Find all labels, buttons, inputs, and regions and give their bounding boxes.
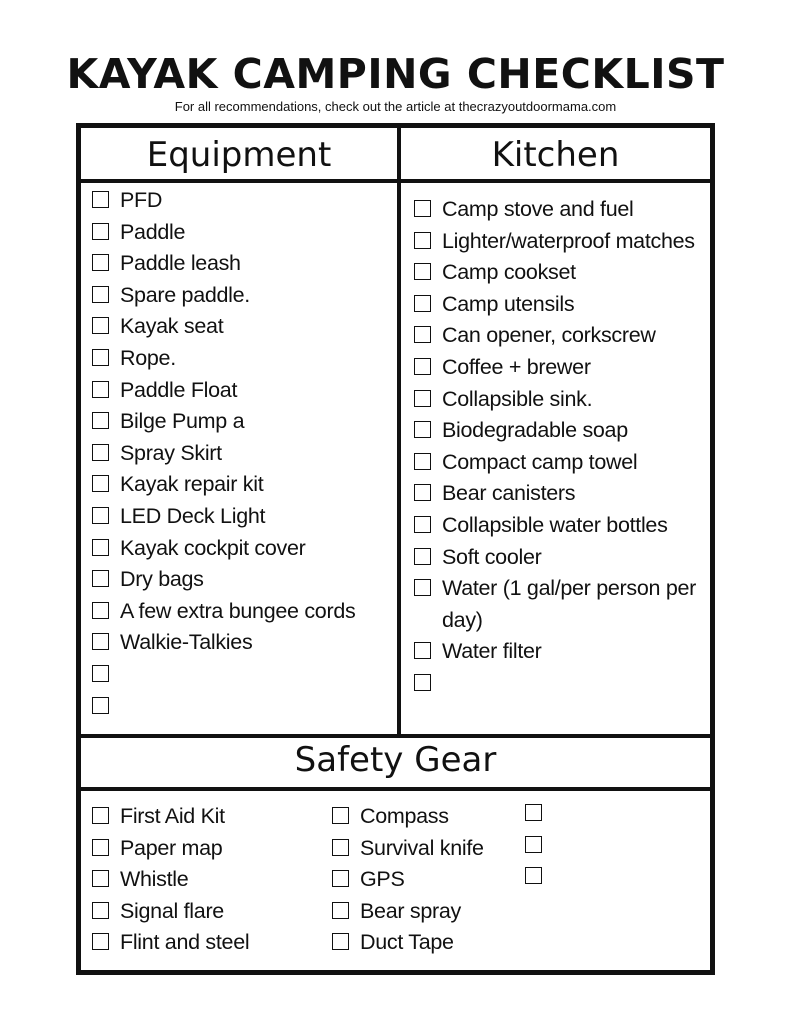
checklist-item-label: Camp stove and fuel bbox=[442, 197, 634, 221]
checklist-item bbox=[414, 352, 712, 384]
checklist-item bbox=[92, 596, 355, 628]
checklist-item-label: LED Deck Light bbox=[120, 503, 266, 528]
checklist-item bbox=[92, 438, 355, 470]
checklist-item-label: Spray Skirt bbox=[120, 440, 222, 465]
checklist-item bbox=[92, 501, 355, 533]
checklist-item bbox=[332, 864, 484, 896]
checkbox[interactable] bbox=[332, 902, 349, 919]
checklist-item bbox=[414, 194, 712, 226]
checklist-item-label: Bear spray bbox=[360, 898, 461, 923]
checklist-item bbox=[414, 289, 712, 321]
checklist-item-label: Can opener, corkscrew bbox=[442, 323, 656, 348]
checklist-item-label: Kayak repair kit bbox=[120, 472, 264, 497]
checklist-item-label: Water filter bbox=[442, 639, 542, 664]
checklist-item bbox=[92, 659, 355, 691]
checklist-item-label: Whistle bbox=[120, 867, 189, 892]
checklist-item bbox=[332, 927, 484, 959]
checkbox[interactable] bbox=[92, 254, 109, 271]
checkbox[interactable] bbox=[414, 263, 431, 280]
checklist-item bbox=[92, 375, 355, 407]
checkbox[interactable] bbox=[414, 326, 431, 343]
checklist-item bbox=[414, 510, 712, 542]
checklist-item bbox=[414, 320, 712, 352]
checklist-item bbox=[92, 801, 249, 833]
checklist-item bbox=[332, 896, 484, 928]
checkbox[interactable] bbox=[92, 507, 109, 524]
checkbox[interactable] bbox=[92, 444, 109, 461]
checklist-item bbox=[92, 185, 355, 217]
checklist-item-label: Camp utensils bbox=[442, 291, 575, 316]
checkbox[interactable] bbox=[525, 804, 542, 821]
checklist-item bbox=[92, 280, 355, 312]
checkbox[interactable] bbox=[92, 839, 109, 856]
checklist-item-label: Survival knife bbox=[360, 835, 484, 860]
column-divider bbox=[397, 128, 401, 736]
checklist-item bbox=[414, 257, 712, 289]
checklist-item bbox=[525, 861, 553, 893]
checkbox[interactable] bbox=[414, 516, 431, 533]
checklist-item-label: GPS bbox=[360, 867, 405, 892]
checkbox[interactable] bbox=[414, 642, 431, 659]
checkbox[interactable] bbox=[92, 933, 109, 950]
checklist-item-label: Flint and steel bbox=[120, 930, 250, 955]
checkbox[interactable] bbox=[92, 870, 109, 887]
checkbox[interactable] bbox=[92, 539, 109, 556]
checkbox[interactable] bbox=[92, 412, 109, 429]
checklist-item-label: Paddle bbox=[120, 219, 186, 244]
checklist-item-label: Bilge Pump a bbox=[120, 409, 245, 434]
checklist-item-label: Kayak seat bbox=[120, 314, 224, 339]
checklist-item-label: Compact camp towel bbox=[442, 449, 638, 474]
checkbox[interactable] bbox=[92, 286, 109, 303]
checklist-item bbox=[92, 896, 249, 928]
checkbox[interactable] bbox=[332, 933, 349, 950]
checkbox[interactable] bbox=[414, 295, 431, 312]
checkbox[interactable] bbox=[92, 349, 109, 366]
checklist-item-label: Coffee + brewer bbox=[442, 354, 591, 379]
kitchen-list bbox=[414, 194, 712, 700]
checkbox[interactable] bbox=[414, 421, 431, 438]
checklist-item bbox=[92, 343, 355, 375]
checklist-item bbox=[92, 533, 355, 565]
checkbox[interactable] bbox=[92, 223, 109, 240]
checklist-item-label: Dry bags bbox=[120, 567, 204, 592]
checkbox[interactable] bbox=[92, 191, 109, 208]
checklist-item bbox=[92, 248, 355, 280]
checklist-item bbox=[525, 830, 553, 862]
checkbox[interactable] bbox=[525, 867, 542, 884]
equipment-heading: Equipment bbox=[146, 135, 332, 175]
checklist-item bbox=[92, 833, 249, 865]
checklist-item bbox=[414, 573, 712, 636]
checkbox[interactable] bbox=[332, 870, 349, 887]
checklist-item bbox=[414, 447, 712, 479]
checklist-item bbox=[92, 864, 249, 896]
checkbox[interactable] bbox=[414, 579, 431, 596]
checklist-frame bbox=[76, 123, 715, 975]
checklist-item bbox=[332, 833, 484, 865]
checklist-item-label: Collapsible water bottles bbox=[442, 512, 668, 537]
checklist-item-label: Paper map bbox=[120, 835, 223, 860]
checkbox[interactable] bbox=[92, 902, 109, 919]
checkbox[interactable] bbox=[92, 602, 109, 619]
safety-heading: Safety Gear bbox=[294, 740, 497, 780]
checkbox[interactable] bbox=[414, 674, 431, 691]
safety-bottom-divider bbox=[81, 787, 710, 791]
checklist-item-label: Spare paddle. bbox=[120, 282, 250, 307]
page-subtitle: For all recommendations, check out the article at thecrazyoutdoormama.com bbox=[174, 99, 617, 114]
checkbox[interactable] bbox=[414, 453, 431, 470]
checklist-item bbox=[414, 226, 712, 258]
checklist-item bbox=[92, 564, 355, 596]
checklist-item-label: First Aid Kit bbox=[120, 804, 225, 828]
checklist-item-label: Compass bbox=[360, 804, 449, 828]
checklist-item bbox=[92, 627, 355, 659]
safety-list-col2 bbox=[332, 801, 484, 959]
checklist-item bbox=[414, 636, 712, 668]
checkbox[interactable] bbox=[92, 317, 109, 334]
checklist-item bbox=[92, 469, 355, 501]
checkbox[interactable] bbox=[92, 665, 109, 682]
equipment-list bbox=[92, 185, 355, 722]
checkbox[interactable] bbox=[92, 633, 109, 650]
checklist-item bbox=[414, 415, 712, 447]
checkbox[interactable] bbox=[92, 475, 109, 492]
checkbox[interactable] bbox=[92, 697, 109, 714]
checkbox[interactable] bbox=[92, 381, 109, 398]
checklist-item-label: Paddle leash bbox=[120, 251, 241, 276]
checklist-item bbox=[92, 927, 249, 959]
checkbox[interactable] bbox=[414, 390, 431, 407]
checklist-item bbox=[92, 691, 355, 723]
kitchen-heading: Kitchen bbox=[491, 135, 620, 175]
checklist-item-label: Bear canisters bbox=[442, 481, 576, 506]
checkbox[interactable] bbox=[332, 807, 349, 824]
checklist-item-label: Collapsible sink. bbox=[442, 386, 593, 411]
checkbox[interactable] bbox=[414, 484, 431, 501]
checklist-item-label: Water (1 gal/per person per day) bbox=[442, 576, 697, 632]
header-divider bbox=[81, 179, 710, 183]
safety-list-col3 bbox=[525, 798, 553, 893]
checkbox[interactable] bbox=[92, 570, 109, 587]
checkbox[interactable] bbox=[525, 836, 542, 853]
checklist-item-label: Kayak cockpit cover bbox=[120, 535, 306, 560]
safety-list-col1 bbox=[92, 801, 249, 959]
checklist-item bbox=[414, 384, 712, 416]
checklist-item bbox=[414, 478, 712, 510]
checkbox[interactable] bbox=[414, 358, 431, 375]
checklist-item bbox=[414, 542, 712, 574]
checklist-item bbox=[414, 668, 712, 700]
checklist-item-label: Paddle Float bbox=[120, 377, 238, 402]
checklist-item-label: Walkie-Talkies bbox=[120, 630, 253, 655]
checklist-item-label: Biodegradable soap bbox=[442, 418, 628, 443]
checklist-item-label: PFD bbox=[120, 188, 163, 212]
checkbox[interactable] bbox=[92, 807, 109, 824]
checklist-item bbox=[92, 311, 355, 343]
checklist-item bbox=[525, 798, 553, 830]
checkbox[interactable] bbox=[332, 839, 349, 856]
checklist-item-label: A few extra bungee cords bbox=[120, 598, 356, 623]
checklist-item bbox=[92, 406, 355, 438]
checklist-item bbox=[332, 801, 484, 833]
checklist-item bbox=[92, 217, 355, 249]
safety-top-divider bbox=[81, 734, 710, 738]
checklist-item-label: Camp cookset bbox=[442, 260, 576, 285]
checklist-item-label: Signal flare bbox=[120, 898, 224, 923]
checklist-item-label: Rope. bbox=[120, 345, 176, 370]
checklist-item-label: Lighter/waterproof matches bbox=[442, 228, 695, 253]
checklist-item-label: Duct Tape bbox=[360, 930, 454, 955]
checklist-item-label: Soft cooler bbox=[442, 544, 542, 569]
page-title: KAYAK CAMPING CHECKLIST bbox=[66, 50, 725, 98]
checkbox[interactable] bbox=[414, 232, 431, 249]
checkbox[interactable] bbox=[414, 548, 431, 565]
checkbox[interactable] bbox=[414, 200, 431, 217]
